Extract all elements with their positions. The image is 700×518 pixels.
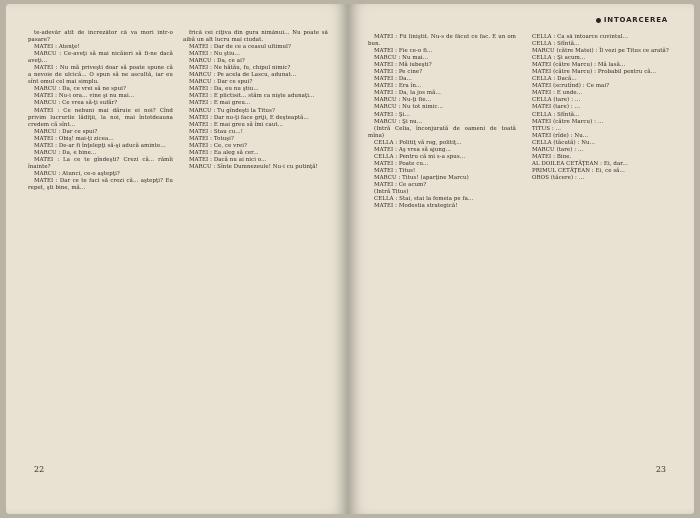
text-paragraph: MATEI : Bine. bbox=[532, 153, 572, 160]
text-paragraph: MARCU : Da, e bine... bbox=[34, 149, 97, 156]
text-paragraph: MATEI : Da, eu nu ştiu... bbox=[189, 86, 259, 93]
text-paragraph: MATEI : Da, la jos mă... bbox=[374, 90, 441, 97]
right-page-columns bbox=[368, 34, 674, 464]
text-paragraph: AL DOILEA CETĂŢEAN : Ei, dar... bbox=[532, 160, 628, 167]
text-paragraph: CELLA : Pentru că mi s-a spus... bbox=[374, 153, 466, 160]
text-paragraph: MARCU : Nu-ţi fie... bbox=[374, 97, 432, 104]
text-paragraph: CELLA : Sfîntă... bbox=[532, 111, 580, 118]
text-paragraph: MATEI : Ce, ce vrei? bbox=[189, 142, 248, 149]
left-page-columns bbox=[28, 30, 328, 460]
text-paragraph: MATEI : Mă iubeşti? bbox=[374, 62, 432, 69]
text-paragraph: MATEI : Dacă nu ai nici o... bbox=[189, 156, 267, 163]
left-page bbox=[6, 4, 348, 514]
page-number-left: 22 bbox=[34, 465, 45, 474]
text-paragraph: MATEI : Atenţe! bbox=[34, 44, 80, 51]
text-paragraph: MARCU : Ce vrea să-ţi sufăr? bbox=[34, 100, 118, 107]
left-column-2 bbox=[183, 30, 328, 460]
text-paragraph: MARCU : Da, ce ai? bbox=[189, 58, 245, 65]
header-title: INTOARCEREA bbox=[603, 16, 668, 24]
text-paragraph: CELLA : Stai, stai la femeia pe fa... bbox=[374, 196, 474, 203]
text-paragraph: MATEI : Ce nebuni mai dăruie ei noi? Cînd privim lucrurile lădiţii, la noi, mai întotdeauna credem că sînt... bbox=[28, 107, 173, 128]
bullet-icon bbox=[596, 18, 601, 23]
text-paragraph: MATEI : Ce acum? bbox=[374, 181, 427, 188]
text-paragraph: MATEI (către Marcu) : ... bbox=[532, 118, 604, 125]
text-paragraph: MATEI : Totuşi? bbox=[189, 135, 234, 142]
running-header bbox=[596, 16, 668, 24]
text-paragraph: (Intră Titus) bbox=[374, 189, 409, 196]
text-paragraph: MATEI : Stau cu...! bbox=[189, 128, 243, 135]
text-paragraph: MATEI : Nu mă priveşti doar să poate spune că a nevoie de ulcică... O spun să ne ascultă, iar eu sînt omul cel mai simplu. bbox=[28, 65, 173, 86]
text-paragraph: MATEI : La ce te gîndeşti? Crezi că... rămîi înainte? bbox=[28, 156, 173, 170]
text-paragraph: MARCU : Titus! (aparţine Marcu) bbox=[374, 174, 469, 181]
text-paragraph: MATEI : Aş vrea să ajung... bbox=[374, 146, 451, 153]
text-paragraph: MATEI : Poate cu... bbox=[374, 160, 429, 167]
text-paragraph: frică cei cîţiva din gura nimănui... Nu poate să aibă un alt lucru mai ciudat. bbox=[183, 30, 328, 44]
text-paragraph: MATEI : E mai greu să îmi caut... bbox=[189, 121, 284, 128]
text-paragraph: MARCU : Da, ce vrei să ne spui? bbox=[34, 86, 126, 93]
text-paragraph: CELLA (tare) : ... bbox=[532, 97, 581, 104]
text-paragraph: CELLA : Sfîntă... bbox=[532, 41, 580, 48]
text-paragraph: MATEI : Fii liniştit. Nu-s de făcut ce fac. E un om bun. bbox=[368, 34, 516, 48]
text-paragraph: MATEI : Ne hătău, fu, chipul nimic? bbox=[189, 65, 291, 72]
text-paragraph: MARCU : Dar ce spui? bbox=[34, 128, 98, 135]
text-paragraph: MATEI : Nu ştiu... bbox=[189, 51, 240, 58]
text-paragraph: MATEI : Era în... bbox=[374, 83, 422, 90]
left-column-1 bbox=[28, 30, 173, 460]
text-paragraph: MATEI : Obiş! mai-ţi zicea... bbox=[34, 135, 114, 142]
text-paragraph: CELLA : Ca să întoarce cuvîntul... bbox=[532, 34, 629, 40]
text-paragraph: CELLA : Şi acum... bbox=[532, 55, 586, 62]
text-paragraph: OROS (tăcere) : ... bbox=[532, 174, 585, 181]
text-paragraph: MATEI : De-ar fi înţelepţi să-şi aducă aminte... bbox=[34, 142, 166, 149]
page-number-right: 23 bbox=[655, 465, 666, 474]
text-paragraph: MATEI : Modestia strategică! bbox=[374, 203, 458, 210]
text-paragraph: CELLA (tăcută) : Nu... bbox=[532, 139, 596, 146]
text-paragraph: MATEI : Ea aleg să cer... bbox=[189, 149, 259, 156]
text-paragraph: (Intră Celia, înconjurată de oameni de toată mîna) bbox=[368, 125, 516, 139]
text-paragraph: PRIMUL CETĂŢEAN : Ei, ce să... bbox=[532, 167, 625, 174]
text-paragraph: MATEI (scrutînd) : Ce mai? bbox=[532, 83, 610, 90]
text-paragraph: CELLA : Politiţ vă rog, politiţ... bbox=[374, 139, 462, 146]
text-paragraph: MATEI : Nu-i ora... vine şi nu mai... bbox=[34, 93, 135, 100]
text-paragraph: MARCU : Nu mai... bbox=[374, 55, 429, 62]
text-paragraph: MARCU : Şi nu... bbox=[374, 118, 423, 125]
text-paragraph: MATEI : E mai greu... bbox=[189, 100, 251, 107]
text-paragraph: TITUS : ... bbox=[532, 125, 562, 132]
text-paragraph: MATEI : Fie ce-o fi... bbox=[374, 48, 433, 55]
text-paragraph: MATEI : Dar ce te faci să crezi că... aştepţi? Eu repet, şti bine, mă... bbox=[28, 177, 173, 192]
right-column-2 bbox=[526, 34, 674, 464]
text-paragraph: MATEI : E unde... bbox=[532, 90, 583, 97]
text-paragraph: MARCU : Nu tot nimic... bbox=[374, 104, 444, 111]
text-paragraph: CELLA : Dacă... bbox=[532, 76, 577, 83]
text-paragraph: MARCU (către Matei) : Îl vezi pe Titus ce arată? bbox=[532, 48, 669, 55]
text-paragraph: MATEI (rîde) : Nu... bbox=[532, 132, 589, 139]
text-paragraph: MATEI (tare) : ... bbox=[532, 104, 581, 111]
text-paragraph: MATEI : Da... bbox=[374, 76, 412, 83]
text-paragraph: MARCU : Dar ce spui? bbox=[189, 79, 253, 86]
text-paragraph: te-adevăr atît de încrezător că va mori într-o pasare? bbox=[28, 30, 173, 44]
text-paragraph: MATEI : Şi... bbox=[374, 111, 410, 118]
text-paragraph: MARCU (tare) : ... bbox=[532, 146, 584, 153]
right-page bbox=[348, 4, 694, 514]
text-paragraph: MARCU : Sînte Dumnezeule! Nu-i cu putinţă! bbox=[189, 163, 318, 170]
book-spread bbox=[6, 4, 694, 514]
text-paragraph: MATEI : Pe cine? bbox=[374, 69, 423, 76]
text-paragraph: MATEI (către Marcu) : Mă lasă... bbox=[532, 62, 626, 69]
text-paragraph: MATEI (către Marcu) : Probabil pentru că... bbox=[532, 69, 657, 76]
text-paragraph: MARCU : Pe acela de Lascu, adunat... bbox=[189, 72, 297, 79]
text-paragraph: MARCU : Ce-aveţi să mai nicăieri să fi-ne dacă aveţi... bbox=[28, 51, 173, 65]
text-paragraph: MATEI : Dar nu-ţi face griji, E deşteaptă... bbox=[189, 114, 309, 121]
text-paragraph: MATEI : Titus! bbox=[374, 167, 416, 174]
text-paragraph: MATEI : Dar de ce a ceasul ultimul? bbox=[189, 44, 291, 51]
text-paragraph: MARCU : Atunci, ce-o aştepţi? bbox=[34, 170, 120, 177]
text-paragraph: MARCU : Tu gîndeşti la Titus? bbox=[189, 107, 275, 114]
text-paragraph: MATEI : E plictisit... stăm ca nişte adunaţi... bbox=[189, 93, 315, 100]
right-column-1 bbox=[368, 34, 516, 464]
